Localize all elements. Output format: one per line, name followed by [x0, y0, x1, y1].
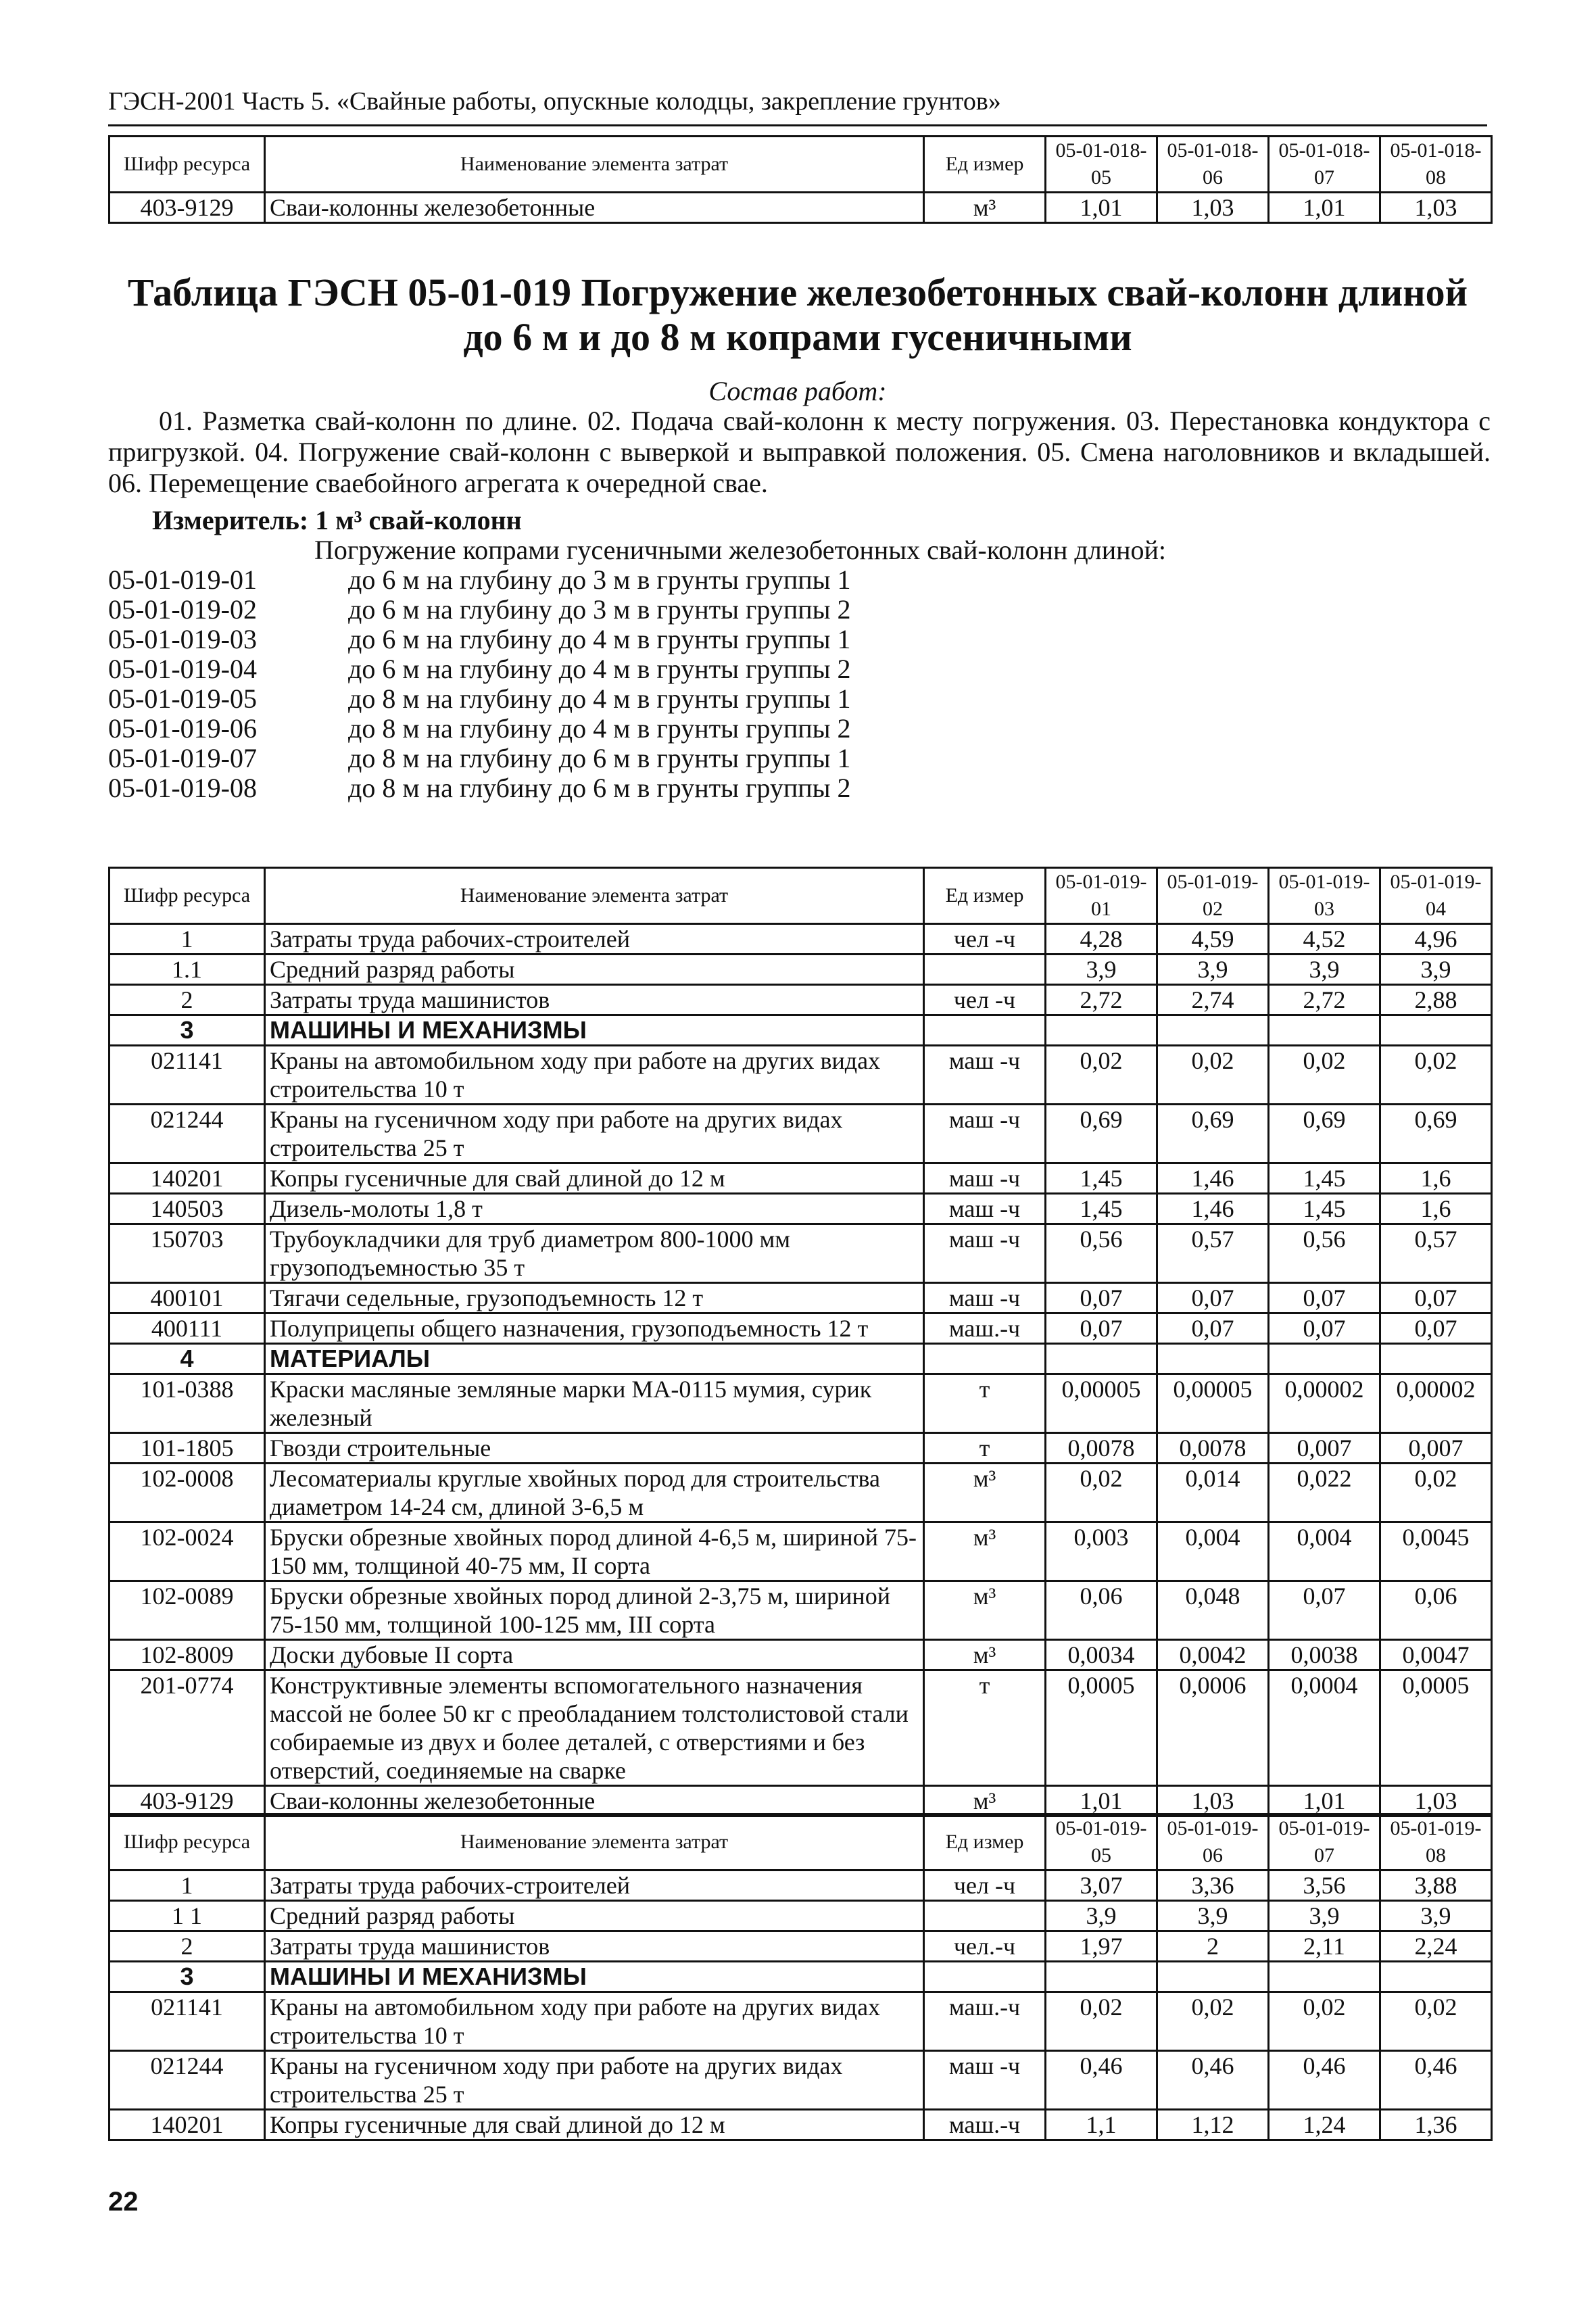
col-header-code-4: 05-01-019-04 — [1380, 868, 1492, 924]
cell-value: 3,9 — [1046, 1901, 1157, 1931]
cell-value: 3,07 — [1046, 1871, 1157, 1901]
cell-value: 3,9 — [1269, 1901, 1380, 1931]
code-list-code: 05-01-019-03 — [108, 624, 257, 654]
code-list-text: до 8 м на глубину до 4 м в грунты группы 1 — [348, 683, 851, 714]
cell-value: 0,02 — [1157, 1992, 1269, 2051]
cell-unit: маш -ч — [924, 1046, 1046, 1105]
cell-unit: м³ — [924, 1522, 1046, 1581]
cell-value: 1,01 — [1046, 193, 1157, 223]
continuation-table — [108, 135, 1493, 224]
cell-unit: т — [924, 1670, 1046, 1786]
code-list-text: до 8 м на глубину до 6 м в грунты группы 1 — [348, 743, 851, 773]
cell-value: 0,02 — [1269, 1046, 1380, 1105]
cell-value: 4,52 — [1269, 924, 1380, 955]
table-row — [110, 1283, 1492, 1313]
col-header-code-2: 05-01-018-06 — [1157, 137, 1269, 193]
code-list-code: 05-01-019-04 — [108, 654, 257, 684]
code-list-code: 05-01-019-07 — [108, 743, 257, 773]
cell-value: 0,0034 — [1046, 1640, 1157, 1670]
table-row — [110, 1433, 1492, 1464]
cell-value: 0,46 — [1157, 2051, 1269, 2110]
cell-name: Краны на гусеничном ходу при работе на других видах строительства 25 т — [265, 1105, 924, 1163]
cell-code: 101-1805 — [110, 1433, 265, 1464]
code-list-text: до 6 м на глубину до 3 м в грунты группы 2 — [348, 594, 851, 625]
cell-value: 3,9 — [1380, 955, 1492, 985]
cell-value — [1269, 1344, 1380, 1374]
cell-value: 1,46 — [1157, 1163, 1269, 1194]
cell-code: 400101 — [110, 1283, 265, 1313]
cell-value: 0,004 — [1269, 1522, 1380, 1581]
cell-code: 021244 — [110, 1105, 265, 1163]
col-header-code-4: 05-01-018-08 — [1380, 137, 1492, 193]
header-rule — [108, 124, 1487, 126]
cell-value: 0,07 — [1269, 1581, 1380, 1640]
cell-value: 0,007 — [1269, 1433, 1380, 1464]
cell-name: Затраты труда рабочих-строителей — [265, 1871, 924, 1901]
cell-unit — [924, 955, 1046, 985]
col-header-name: Наименование элемента затрат — [265, 1814, 924, 1871]
cell-code: 021141 — [110, 1992, 265, 2051]
code-list-item — [108, 594, 851, 625]
cell-name: Краски масляные земляные марки МА-0115 мумия, сурик железный — [265, 1374, 924, 1433]
cell-code: 3 — [110, 1962, 265, 1992]
cell-value: 0,07 — [1269, 1313, 1380, 1344]
table-row — [110, 1901, 1492, 1931]
cell-value: 3,88 — [1380, 1871, 1492, 1901]
col-header-code-3: 05-01-019-03 — [1269, 868, 1380, 924]
cell-value: 0,0047 — [1380, 1640, 1492, 1670]
cell-value: 0,0005 — [1046, 1670, 1157, 1786]
cell-value: 0,02 — [1380, 1464, 1492, 1522]
cell-value: 1,01 — [1269, 1786, 1380, 1816]
table-row — [110, 1931, 1492, 1962]
cell-value: 0,02 — [1380, 1046, 1492, 1105]
cell-value: 0,014 — [1157, 1464, 1269, 1522]
col-header-unit: Ед измер — [924, 137, 1046, 193]
cell-name: Копры гусеничные для свай длиной до 12 м — [265, 2110, 924, 2140]
cell-code: 102-0089 — [110, 1581, 265, 1640]
cell-value: 4,28 — [1046, 924, 1157, 955]
cell-value: 2 — [1157, 1931, 1269, 1962]
cell-name: Доски дубовые II сорта — [265, 1640, 924, 1670]
col-header-code: Шифр ресурса — [110, 868, 265, 924]
cell-name: Затраты труда рабочих-строителей — [265, 924, 924, 955]
table-title: Таблица ГЭСН 05-01-019 Погружение железобетонных свай-колонн длиной до 6 м и до 8 м копрами гусеничными — [127, 270, 1468, 359]
cell-value: 2,74 — [1157, 985, 1269, 1015]
cell-value: 0,02 — [1157, 1046, 1269, 1105]
table-row — [110, 2051, 1492, 2110]
cell-value: 0,06 — [1046, 1581, 1157, 1640]
cell-unit: м³ — [924, 1640, 1046, 1670]
cell-value: 0,07 — [1157, 1313, 1269, 1344]
cell-value: 0,57 — [1380, 1224, 1492, 1283]
cell-value: 1,45 — [1269, 1163, 1380, 1194]
cell-unit: чел -ч — [924, 1871, 1046, 1901]
cell-value: 1,6 — [1380, 1163, 1492, 1194]
cell-value: 0,0045 — [1380, 1522, 1492, 1581]
table-row — [110, 1374, 1492, 1433]
cell-code: 201-0774 — [110, 1670, 265, 1786]
cell-unit — [924, 1962, 1046, 1992]
col-header-code-3: 05-01-018-07 — [1269, 137, 1380, 193]
table-row — [110, 1640, 1492, 1670]
cell-unit — [924, 1344, 1046, 1374]
cell-value — [1269, 1962, 1380, 1992]
table-row — [110, 1163, 1492, 1194]
cell-name: Затраты труда машинистов — [265, 1931, 924, 1962]
cell-value: 0,69 — [1380, 1105, 1492, 1163]
cell-value: 0,0005 — [1380, 1670, 1492, 1786]
code-list-code: 05-01-019-02 — [108, 594, 257, 625]
cell-name: Трубоукладчики для труб диаметром 800-1000 мм грузоподъемностью 35 т — [265, 1224, 924, 1283]
cell-value: 0,69 — [1046, 1105, 1157, 1163]
cell-value: 0,46 — [1046, 2051, 1157, 2110]
code-list-code: 05-01-019-08 — [108, 773, 257, 803]
col-header-code-1: 05-01-019-05 — [1046, 1814, 1157, 1871]
code-list-text: до 8 м на глубину до 6 м в грунты группы 2 — [348, 773, 851, 803]
cell-unit: маш -ч — [924, 1163, 1046, 1194]
cell-value: 0,048 — [1157, 1581, 1269, 1640]
cell-value: 0,02 — [1046, 1464, 1157, 1522]
table-row — [110, 1344, 1492, 1374]
cell-value: 0,69 — [1269, 1105, 1380, 1163]
code-list-code: 05-01-019-05 — [108, 683, 257, 714]
cell-code: 1.1 — [110, 955, 265, 985]
cell-value: 0,46 — [1380, 2051, 1492, 2110]
col-header-code-3: 05-01-019-07 — [1269, 1814, 1380, 1871]
table-row — [110, 1015, 1492, 1046]
col-header-code-2: 05-01-019-06 — [1157, 1814, 1269, 1871]
cell-value: 1,1 — [1046, 2110, 1157, 2140]
resource-table-2 — [108, 1813, 1493, 2141]
cell-unit: маш.-ч — [924, 1313, 1046, 1344]
cell-value — [1380, 1344, 1492, 1374]
col-header-name: Наименование элемента затрат — [265, 137, 924, 193]
table-row — [110, 1046, 1492, 1105]
cell-name: Краны на автомобильном ходу при работе на других видах строительства 10 т — [265, 1046, 924, 1105]
table-row — [110, 924, 1492, 955]
cell-unit: м³ — [924, 1581, 1046, 1640]
cell-value: 4,96 — [1380, 924, 1492, 955]
col-header-code-1: 05-01-019-01 — [1046, 868, 1157, 924]
col-header-name: Наименование элемента затрат — [265, 868, 924, 924]
cell-value: 1,46 — [1157, 1194, 1269, 1224]
cell-value: 0,0042 — [1157, 1640, 1269, 1670]
cell-value: 3,9 — [1046, 955, 1157, 985]
cell-name: Средний разряд работы — [265, 1901, 924, 1931]
cell-value: 0,07 — [1380, 1283, 1492, 1313]
cell-name: Бруски обрезные хвойных пород длиной 4-6,5 м, шириной 75-150 мм, толщиной 40-75 мм, II сорта — [265, 1522, 924, 1581]
code-list-item — [108, 564, 851, 596]
cell-value: 0,003 — [1046, 1522, 1157, 1581]
cell-value: 1,45 — [1046, 1194, 1157, 1224]
code-list-code: 05-01-019-06 — [108, 713, 257, 744]
cell-value: 0,69 — [1157, 1105, 1269, 1163]
cell-value: 3,9 — [1157, 1901, 1269, 1931]
cell-name: Конструктивные элементы вспомогательного назначения массой не более 50 кг с преобладанием толстолистовой стали собираемые из двух и более деталей, с отверстиями и без отверстий, соединяемые на сварке — [265, 1670, 924, 1786]
table-row — [110, 1313, 1492, 1344]
cell-value: 0,00005 — [1046, 1374, 1157, 1433]
cell-value: 1,12 — [1157, 2110, 1269, 2140]
cell-name: МАШИНЫ И МЕХАНИЗМЫ — [265, 1015, 924, 1046]
cell-value: 2,72 — [1269, 985, 1380, 1015]
col-header-code: Шифр ресурса — [110, 137, 265, 193]
cell-value: 0,56 — [1269, 1224, 1380, 1283]
cell-unit: маш.-ч — [924, 2110, 1046, 2140]
cell-code: 021141 — [110, 1046, 265, 1105]
cell-code: 150703 — [110, 1224, 265, 1283]
cell-value: 1,45 — [1046, 1163, 1157, 1194]
code-list-text: до 6 м на глубину до 4 м в грунты группы 1 — [348, 624, 851, 654]
cell-code: 1 1 — [110, 1901, 265, 1931]
cell-value: 3,36 — [1157, 1871, 1269, 1901]
cell-name: Краны на автомобильном ходу при работе на других видах строительства 10 т — [265, 1992, 924, 2051]
cell-name: Полуприцепы общего назначения, грузоподъемность 12 т — [265, 1313, 924, 1344]
code-list-item — [108, 623, 851, 655]
code-list-code: 05-01-019-01 — [108, 564, 257, 595]
cell-value: 0,46 — [1269, 2051, 1380, 2110]
table-row — [110, 1992, 1492, 2051]
cell-code: 403-9129 — [110, 1786, 265, 1816]
cell-value: 0,07 — [1269, 1283, 1380, 1313]
cell-unit: м³ — [924, 193, 1046, 223]
code-list-item — [108, 742, 851, 774]
table-row — [110, 1194, 1492, 1224]
cell-name: МАТЕРИАЛЫ — [265, 1344, 924, 1374]
cell-code: 140201 — [110, 1163, 265, 1194]
cell-value: 3,9 — [1269, 955, 1380, 985]
cell-value: 0,022 — [1269, 1464, 1380, 1522]
cell-code: 3 — [110, 1015, 265, 1046]
cell-value: 0,02 — [1046, 1046, 1157, 1105]
cell-value: 1,97 — [1046, 1931, 1157, 1962]
cell-value: 0,56 — [1046, 1224, 1157, 1283]
cell-value — [1046, 1015, 1157, 1046]
cell-value: 0,0078 — [1157, 1433, 1269, 1464]
code-list-item — [108, 713, 851, 744]
cell-value — [1380, 1015, 1492, 1046]
cell-value: 1,24 — [1269, 2110, 1380, 2140]
page-number: 22 — [108, 2187, 139, 2217]
cell-unit — [924, 1901, 1046, 1931]
cell-value: 1,36 — [1380, 2110, 1492, 2140]
cell-name: Затраты труда машинистов — [265, 985, 924, 1015]
cell-value: 0,06 — [1380, 1581, 1492, 1640]
cell-value: 0,02 — [1380, 1992, 1492, 2051]
cell-code: 2 — [110, 1931, 265, 1962]
cell-value: 0,07 — [1046, 1313, 1157, 1344]
cell-unit: маш -ч — [924, 1224, 1046, 1283]
table-row — [110, 193, 1492, 223]
cell-name: Тягачи седельные, грузоподъемность 12 т — [265, 1283, 924, 1313]
col-header-code-4: 05-01-019-08 — [1380, 1814, 1492, 1871]
cell-name: Сваи-колонны железобетонные — [265, 193, 924, 223]
cell-value: 1,03 — [1380, 1786, 1492, 1816]
cell-code: 101-0388 — [110, 1374, 265, 1433]
codes-intro: Погружение копрами гусеничными железобетонных свай-колонн длиной: — [314, 535, 1167, 565]
cell-code: 403-9129 — [110, 193, 265, 223]
cell-value: 0,0004 — [1269, 1670, 1380, 1786]
running-header: ГЭСН-2001 Часть 5. «Свайные работы, опускные колодцы, закрепление грунтов» — [108, 87, 1001, 116]
cell-name: Копры гусеничные для свай длиной до 12 м — [265, 1163, 924, 1194]
cell-unit: маш -ч — [924, 1194, 1046, 1224]
table-row — [110, 1871, 1492, 1901]
header-row — [110, 868, 1492, 924]
cell-value: 1,01 — [1269, 193, 1380, 223]
cell-value: 0,007 — [1380, 1433, 1492, 1464]
cell-value: 3,9 — [1380, 1901, 1492, 1931]
table-row — [110, 1962, 1492, 1992]
table-row — [110, 1786, 1492, 1816]
cell-value — [1046, 1344, 1157, 1374]
table-row — [110, 2110, 1492, 2140]
cell-value: 0,57 — [1157, 1224, 1269, 1283]
cell-value: 0,0006 — [1157, 1670, 1269, 1786]
cell-value: 0,02 — [1046, 1992, 1157, 2051]
cell-value: 2,72 — [1046, 985, 1157, 1015]
cell-unit: маш -ч — [924, 1105, 1046, 1163]
cell-code: 102-0008 — [110, 1464, 265, 1522]
table-row — [110, 1670, 1492, 1786]
cell-value: 0,00005 — [1157, 1374, 1269, 1433]
cell-unit: м³ — [924, 1464, 1046, 1522]
table-row — [110, 1522, 1492, 1581]
cell-value — [1380, 1962, 1492, 1992]
table-row — [110, 1224, 1492, 1283]
cell-code: 102-8009 — [110, 1640, 265, 1670]
code-list-item — [108, 772, 851, 804]
cell-value: 0,0078 — [1046, 1433, 1157, 1464]
cell-value: 0,07 — [1380, 1313, 1492, 1344]
cell-value: 1,45 — [1269, 1194, 1380, 1224]
table-row — [110, 1105, 1492, 1163]
cell-value: 0,00002 — [1269, 1374, 1380, 1433]
cell-unit — [924, 1015, 1046, 1046]
cell-code: 400111 — [110, 1313, 265, 1344]
cell-value: 2,11 — [1269, 1931, 1380, 1962]
cell-value — [1157, 1962, 1269, 1992]
cell-value: 1,03 — [1380, 193, 1492, 223]
cell-value — [1157, 1015, 1269, 1046]
col-header-code-2: 05-01-019-02 — [1157, 868, 1269, 924]
measure-unit: Измеритель: 1 м³ свай-колонн — [152, 505, 522, 535]
cell-name: МАШИНЫ И МЕХАНИЗМЫ — [265, 1962, 924, 1992]
cell-value: 3,9 — [1157, 955, 1269, 985]
cell-value: 3,56 — [1269, 1871, 1380, 1901]
cell-value: 2,24 — [1380, 1931, 1492, 1962]
work-composition-label: Состав работ: — [708, 376, 887, 406]
table-row — [110, 1581, 1492, 1640]
cell-unit: м³ — [924, 1786, 1046, 1816]
code-list-text: до 8 м на глубину до 4 м в грунты группы 2 — [348, 713, 851, 744]
cell-name: Гвозди строительные — [265, 1433, 924, 1464]
cell-value: 0,004 — [1157, 1522, 1269, 1581]
cell-name: Лесоматериалы круглые хвойных пород для строительства диаметром 14-24 см, длиной 3-6,5 м — [265, 1464, 924, 1522]
col-header-unit: Ед измер — [924, 868, 1046, 924]
cell-value — [1269, 1015, 1380, 1046]
cell-unit: маш -ч — [924, 1283, 1046, 1313]
cell-unit: маш.-ч — [924, 1992, 1046, 2051]
cell-code: 021244 — [110, 2051, 265, 2110]
cell-code: 1 — [110, 924, 265, 955]
cell-value: 1,03 — [1157, 193, 1269, 223]
cell-value: 1,6 — [1380, 1194, 1492, 1224]
cell-name: Бруски обрезные хвойных пород длиной 2-3,75 м, шириной 75-150 мм, толщиной 100-125 мм, III сорта — [265, 1581, 924, 1640]
resource-table-1 — [108, 867, 1493, 1817]
table-row — [110, 1464, 1492, 1522]
cell-code: 1 — [110, 1871, 265, 1901]
cell-value: 0,00002 — [1380, 1374, 1492, 1433]
cell-value — [1046, 1962, 1157, 1992]
cell-code: 140503 — [110, 1194, 265, 1224]
cell-unit: т — [924, 1374, 1046, 1433]
cell-value — [1157, 1344, 1269, 1374]
code-list-item — [108, 653, 851, 685]
cell-name: Краны на гусеничном ходу при работе на других видах строительства 25 т — [265, 2051, 924, 2110]
header-row — [110, 1814, 1492, 1871]
cell-value: 1,01 — [1046, 1786, 1157, 1816]
cell-unit: чел.-ч — [924, 1931, 1046, 1962]
cell-name: Средний разряд работы — [265, 955, 924, 985]
cell-code: 4 — [110, 1344, 265, 1374]
cell-value: 0,02 — [1269, 1992, 1380, 2051]
col-header-unit: Ед измер — [924, 1814, 1046, 1871]
col-header-code-1: 05-01-018-05 — [1046, 137, 1157, 193]
cell-value: 0,0038 — [1269, 1640, 1380, 1670]
cell-value: 4,59 — [1157, 924, 1269, 955]
cell-unit: т — [924, 1433, 1046, 1464]
cell-value: 0,07 — [1046, 1283, 1157, 1313]
code-list-text: до 6 м на глубину до 4 м в грунты группы 2 — [348, 654, 851, 684]
cell-name: Сваи-колонны железобетонные — [265, 1786, 924, 1816]
cell-unit: маш -ч — [924, 2051, 1046, 2110]
cell-value: 1,03 — [1157, 1786, 1269, 1816]
cell-code: 102-0024 — [110, 1522, 265, 1581]
cell-value: 2,88 — [1380, 985, 1492, 1015]
code-list-text: до 6 м на глубину до 3 м в грунты группы 1 — [348, 564, 851, 595]
cell-code: 2 — [110, 985, 265, 1015]
cell-unit: чел -ч — [924, 985, 1046, 1015]
code-list-item — [108, 683, 851, 715]
work-composition-text: 01. Разметка свай-колонн по длине. 02. Подача свай-колонн к месту погружения. 03. Перестановка кондуктора с пригрузкой. 04. Погружение свай-колонн с выверкой и выправкой положения. 05. Смена наголовников и вкладышей. 06. Перемещение сваебойного агрегата к очередной свае. — [108, 406, 1491, 498]
col-header-code: Шифр ресурса — [110, 1814, 265, 1871]
cell-code: 140201 — [110, 2110, 265, 2140]
cell-unit: чел -ч — [924, 924, 1046, 955]
cell-name: Дизель-молоты 1,8 т — [265, 1194, 924, 1224]
table-row — [110, 955, 1492, 985]
cell-value: 0,07 — [1157, 1283, 1269, 1313]
table-row — [110, 985, 1492, 1015]
